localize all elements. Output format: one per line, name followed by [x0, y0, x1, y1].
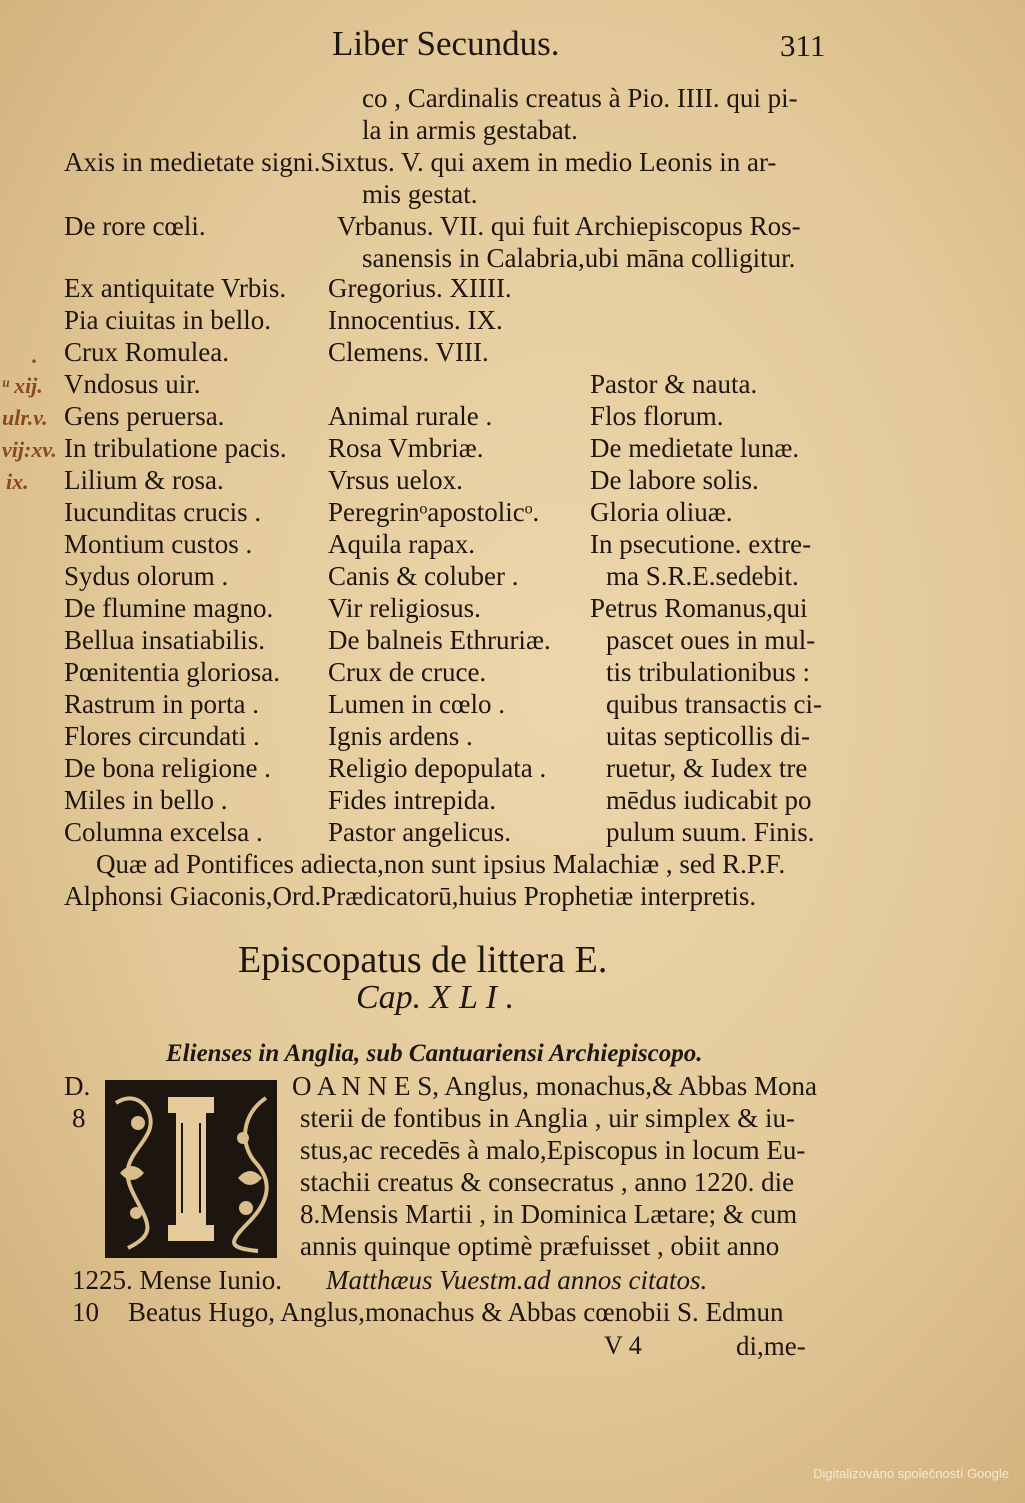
motto-item: Pia ciuitas in bello. [64, 305, 271, 335]
motto-item: Gens peruersa. [64, 401, 225, 431]
motto-item: Rastrum in porta . [64, 689, 259, 719]
motto-item: Lilium & rosa. [64, 465, 224, 495]
motto-item: pascet oues in mul- [606, 625, 816, 655]
motto-item: De flumine magno. [64, 593, 274, 623]
motto-item: Aquila rapax. [328, 529, 475, 559]
motto-item: Petrus Romanus,qui [590, 593, 808, 623]
motto-item: In tribulatione pacis. [64, 433, 287, 463]
text-line: Vrbanus. VII. qui fuit Archiepiscopus Ros- [337, 211, 801, 241]
motto-item: Pastor angelicus. [328, 817, 511, 847]
citation: Matthæus Vuestm.ad annos citatos. [326, 1265, 708, 1295]
note-line: Alphonsi Giaconis,Ord.Prædicatorū,huius Prophetiæ interpretis. [64, 881, 757, 911]
margin-note: . [32, 343, 38, 368]
motto-item: Ex antiquitate Vrbis. [64, 273, 287, 303]
decorated-initial-icon [105, 1080, 277, 1258]
motto-item: Animal rurale . [328, 401, 493, 431]
motto-item: De balneis Ethruriæ. [328, 625, 551, 655]
motto-item: Flores circundati . [64, 721, 260, 751]
chapter-heading: Cap. X L I . [356, 979, 515, 1016]
pope-name: Innocentius. IX. [328, 305, 503, 335]
motto-item: De bona religione . [64, 753, 271, 783]
entry-marker-letter: D. [64, 1071, 91, 1101]
motto-item: Sydus olorum . [64, 561, 229, 591]
section-title: Episcopatus de littera E. [238, 939, 608, 981]
running-head: Liber Secundus. [332, 24, 560, 63]
entry-line: sterii de fontibus in Anglia , uir simplex & iu- [300, 1103, 795, 1133]
margin-note: ulr.v. [2, 405, 48, 430]
catchword: di,me- [736, 1331, 806, 1361]
motto-item: ruetur, & Iudex tre [606, 753, 808, 783]
text-line: mis gestat. [362, 179, 478, 209]
motto-item: Iucunditas crucis . [64, 497, 262, 527]
entry-line: annis quinque optimè præfuisset , obiit anno [300, 1231, 780, 1261]
motto-item: Montium custos . [64, 529, 253, 559]
motto-item: Miles in bello . [64, 785, 228, 815]
motto-item: Crux Romulea. [64, 337, 229, 367]
motto-item: De labore solis. [590, 465, 759, 495]
pope-name: Gregorius. XIIII. [328, 273, 512, 303]
entry-marker-number: 10 [72, 1297, 99, 1327]
digitization-watermark: Digitalizováno společností Google [813, 1466, 1009, 1481]
section-subtitle: Elienses in Anglia, sub Cantuariensi Archiepiscopo. [166, 1040, 703, 1067]
entry-line: stachii creatus & consecratus , anno 1220. die [300, 1167, 795, 1197]
motto-item: Pastor & nauta. [590, 369, 758, 399]
motto-item: Canis & coluber . [328, 561, 519, 591]
motto-item: Columna excelsa . [64, 817, 263, 847]
motto-item: uitas septicollis di- [606, 721, 810, 751]
text-line: co , Cardinalis creatus à Pio. IIII. qui pi- [362, 83, 798, 113]
entry-line: Beatus Hugo, Anglus,monachus & Abbas cœnobii S. Edmun [128, 1297, 784, 1327]
motto-item: tis tribulationibus : [606, 657, 811, 687]
entry-line: 8.Mensis Martii , in Dominica Lætare; & cum [300, 1199, 798, 1229]
motto-item: Pœnitentia gloriosa. [64, 657, 280, 687]
motto-item: Ignis ardens . [328, 721, 473, 751]
note-line: Quæ ad Pontifices adiecta,non sunt ipsius Malachiæ , sed R.P.F. [96, 849, 786, 879]
motto-item: Peregrinᵒapostolicᵒ. [328, 497, 540, 527]
entry-marker-number: 8 [72, 1103, 86, 1133]
motto-item: Flos florum. [590, 401, 724, 431]
motto-item: ma S.R.E.sedebit. [606, 561, 799, 591]
margin-note: vij:xv. [2, 437, 57, 462]
text-line: la in armis gestabat. [362, 115, 578, 145]
motto-item: Lumen in cœlo . [328, 689, 505, 719]
pope-name: Clemens. VIII. [328, 337, 489, 367]
margin-note: ᵘ xij. [2, 373, 43, 398]
entry-line: O A N N E S, Anglus, monachus,& Abbas Mona [292, 1071, 818, 1101]
motto-item: Gloria oliuæ. [590, 497, 733, 527]
motto-item: In psecutione. extre- [590, 529, 812, 559]
motto-item: Bellua insatiabilis. [64, 625, 265, 655]
motto-item: Religio depopulata . [328, 753, 547, 783]
motto-item: pulum suum. Finis. [606, 817, 815, 847]
motto-item: Vir religiosus. [328, 593, 481, 623]
entry-line: stus,ac recedēs à malo,Episcopus in locum Eu- [300, 1135, 806, 1165]
motto-item: De medietate lunæ. [590, 433, 800, 463]
motto-item: mēdus iudicabit po [606, 785, 812, 815]
text-line: Axis in medietate signi.Sixtus. V. qui axem in medio Leonis in ar- [64, 147, 777, 177]
signature-mark: V 4 [604, 1331, 642, 1360]
motto-item: Fides intrepida. [328, 785, 496, 815]
motto-item: quibus transactis ci- [606, 689, 822, 719]
motto-item: Vrsus uelox. [328, 465, 463, 495]
margin-note: ix. [6, 469, 29, 494]
motto-item: Vndosus uir. [64, 369, 201, 399]
motto-item: Crux de cruce. [328, 657, 487, 687]
text-line: sanensis in Calabria,ubi māna colligitur. [362, 243, 796, 273]
text-line: De rore cœli. [64, 211, 206, 241]
motto-item: Rosa Vmbriæ. [328, 433, 484, 463]
page-number: 311 [780, 28, 826, 63]
entry-line: 1225. Mense Iunio. [72, 1265, 282, 1295]
